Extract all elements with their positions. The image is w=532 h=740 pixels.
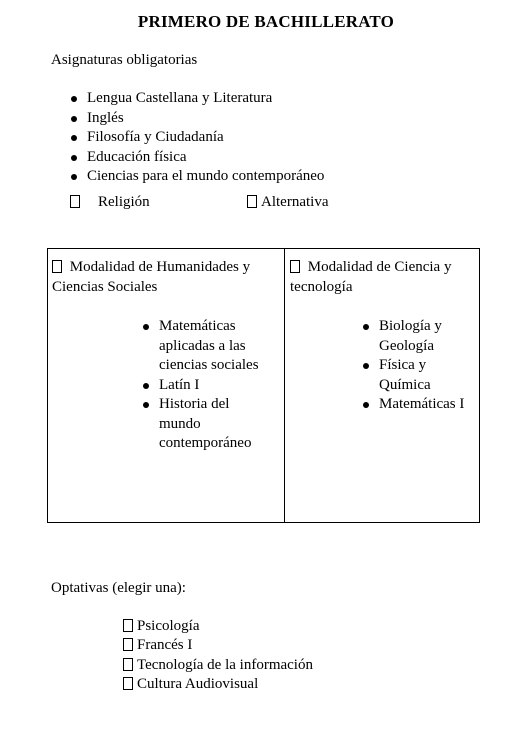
science-subject-list (363, 317, 478, 415)
checkbox-icon (52, 260, 62, 273)
checkbox-icon (123, 638, 133, 651)
checkbox-icon (70, 195, 80, 208)
elective-option-cultura[interactable]: Cultura Audiovisual (123, 675, 258, 694)
list-item: Inglés (71, 109, 324, 129)
mandatory-heading: Asignaturas obligatorias (51, 52, 198, 68)
list-item: Historia del mundo contemporáneo (143, 395, 273, 454)
table-divider (284, 249, 285, 522)
elective-option-psicologia[interactable]: Psicología (123, 617, 200, 636)
alternative-label: Alternativa (261, 194, 329, 210)
elective-option-tecnologia[interactable]: Tecnología de la información (123, 656, 313, 675)
religion-option[interactable] (70, 194, 150, 211)
list-item: Ciencias para el mundo contemporáneo (71, 167, 324, 187)
science-modality-title[interactable]: Modalidad de Ciencia y tecnología (290, 259, 452, 295)
list-item: Matemáticas I (363, 395, 478, 415)
list-item: Latín I (143, 376, 273, 396)
list-item: Biología y Geología (363, 317, 478, 356)
list-item: Física y Química (363, 356, 478, 395)
modality-table (47, 248, 480, 523)
checkbox-icon (290, 260, 300, 273)
alternative-option[interactable] (247, 194, 328, 211)
religion-label: Religión (98, 194, 150, 210)
checkbox-icon (123, 677, 133, 690)
electives-heading: Optativas (elegir una): (51, 580, 186, 596)
list-item: Filosofía y Ciudadanía (71, 128, 324, 148)
checkbox-icon (123, 619, 133, 632)
list-item: Lengua Castellana y Literatura (71, 89, 324, 109)
checkbox-icon (123, 658, 133, 671)
elective-option-frances[interactable]: Francés I (123, 636, 192, 655)
checkbox-icon (247, 195, 257, 208)
humanities-modality-title[interactable]: Modalidad de Humanidades y Ciencias Sociales (52, 259, 251, 295)
humanities-subject-list (143, 317, 273, 454)
page-title: PRIMERO DE BACHILLERATO (137, 12, 395, 31)
list-item: Matemáticas aplicadas a las ciencias sociales (143, 317, 273, 376)
mandatory-subject-list (71, 89, 324, 187)
list-item: Educación física (71, 148, 324, 168)
